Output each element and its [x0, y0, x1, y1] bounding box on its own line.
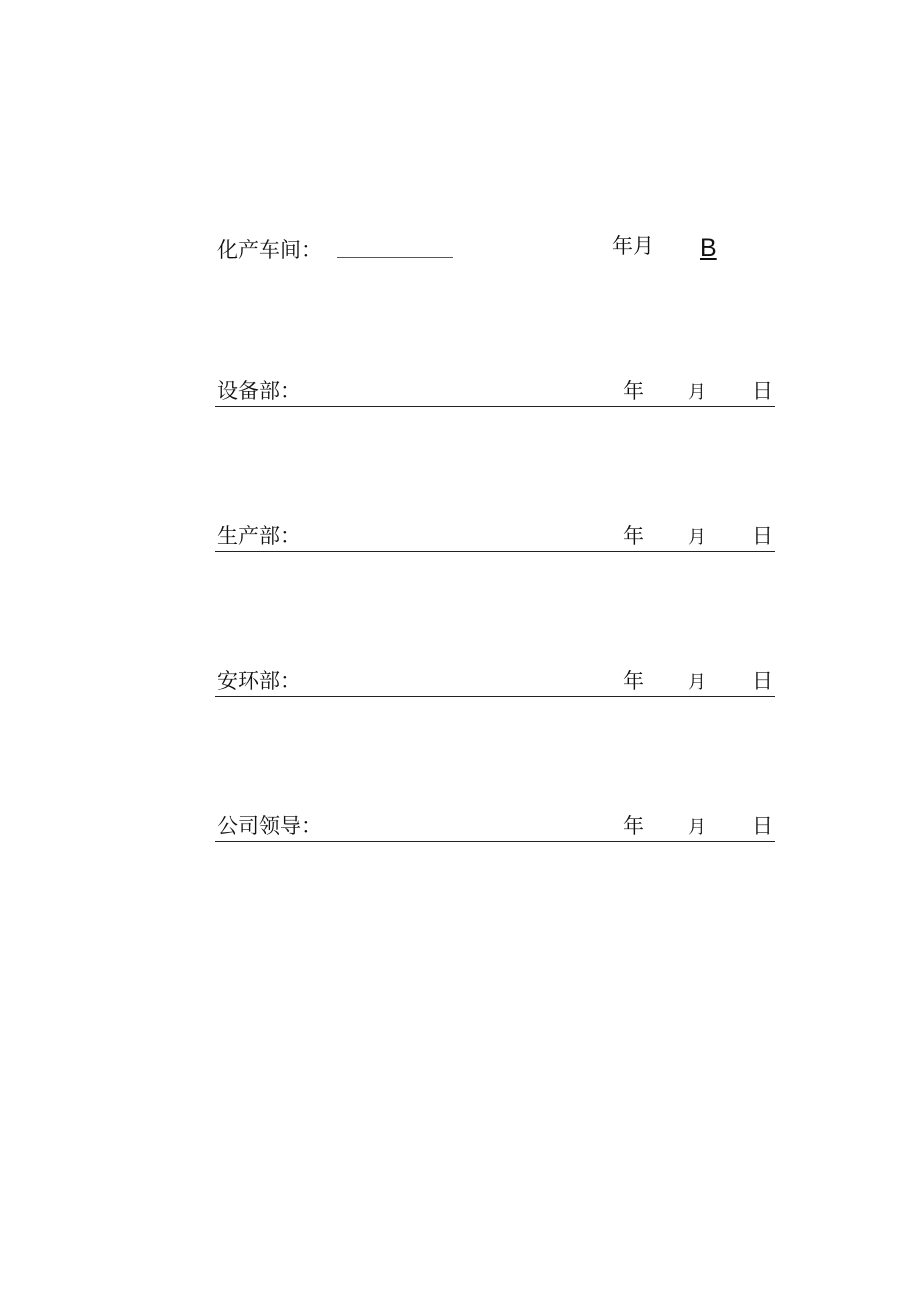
row-label: 公司领导：	[217, 814, 322, 838]
day-text: 日	[752, 379, 773, 403]
row-label: 安环部：	[217, 669, 301, 693]
row-label: 生产部：	[217, 524, 301, 548]
year-text: 年	[623, 524, 644, 548]
signature-blank-line	[337, 257, 453, 258]
year-text: 年	[623, 379, 644, 403]
signature-line	[215, 696, 775, 697]
month-text: 月	[688, 527, 706, 548]
row-label: 化产车间：	[217, 238, 322, 262]
month-text: 月	[688, 817, 706, 838]
day-text: 日	[752, 524, 773, 548]
signature-row-leadership	[215, 808, 775, 842]
signature-row-equipment	[215, 373, 775, 407]
signature-row-workshop	[215, 232, 775, 266]
signature-row-production	[215, 518, 775, 552]
month-text: 月	[688, 672, 706, 693]
year-text: 年	[623, 814, 644, 838]
signature-line	[215, 551, 775, 552]
month-text: 月	[688, 382, 706, 403]
signature-line	[215, 406, 775, 407]
year-text: 年	[623, 669, 644, 693]
signature-line	[215, 841, 775, 842]
year-month-text: 年月	[612, 234, 654, 258]
day-text: 日	[752, 669, 773, 693]
signature-row-safety	[215, 663, 775, 697]
row-label: 设备部：	[217, 379, 301, 403]
day-text: 日	[752, 814, 773, 838]
day-mark: B	[700, 234, 717, 262]
